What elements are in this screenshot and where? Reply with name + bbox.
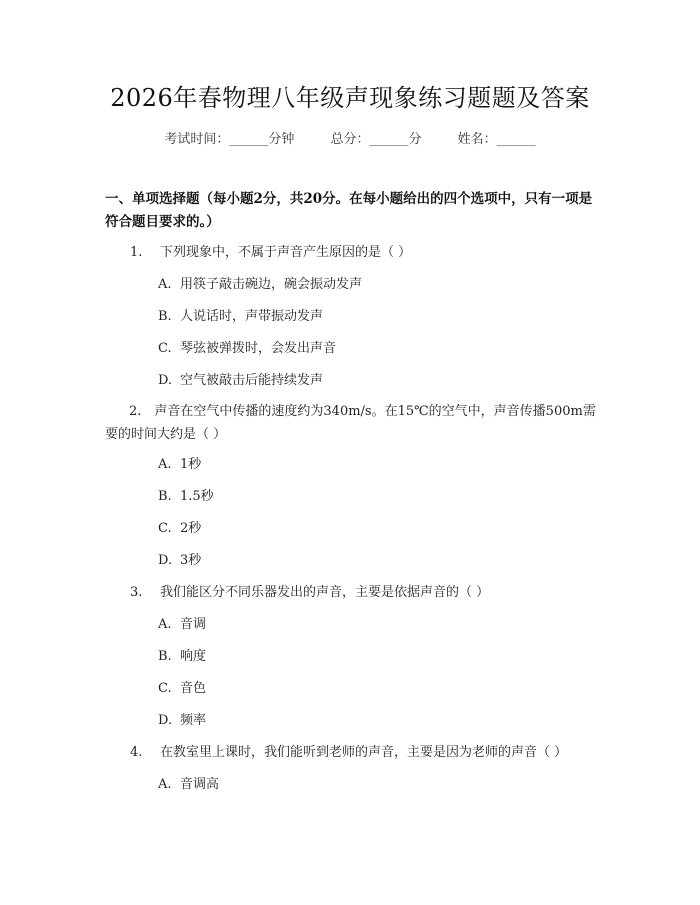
section-heading: 一、单项选择题（每小题2分，共20分。在每小题给出的四个选项中，只有一项是符合题目要求的。）	[105, 191, 593, 230]
option-text: 1.5秒	[180, 489, 214, 504]
question-number: 1.	[130, 245, 143, 260]
option-text: 3秒	[180, 553, 202, 568]
option-letter: D.	[158, 713, 173, 728]
option-2b	[158, 487, 214, 507]
option-letter: A.	[158, 617, 172, 632]
option-letter: D.	[158, 553, 173, 568]
option-3d	[158, 711, 206, 731]
option-text: 空气被敲击后能持续发声	[180, 373, 324, 388]
option-text: 琴弦被弹拨时，会发出声音	[180, 341, 337, 356]
option-text: 频率	[180, 713, 207, 728]
option-1c	[158, 339, 336, 359]
option-1d	[158, 371, 323, 391]
option-4a	[158, 775, 219, 795]
question-3	[130, 583, 489, 603]
question-text: 我们能区分不同乐器发出的声音，主要是依据声音的（ ）	[160, 585, 490, 600]
option-text: 音色	[180, 681, 207, 696]
question-number: 3.	[130, 585, 143, 600]
option-text: 2秒	[180, 521, 202, 536]
exam-time: 考试时间：______分钟	[164, 132, 295, 147]
option-2c	[158, 519, 201, 539]
option-text: 1秒	[180, 457, 202, 472]
option-2a	[158, 455, 201, 475]
option-letter: A.	[158, 457, 172, 472]
option-text: 音调高	[180, 777, 220, 792]
option-letter: B.	[158, 489, 172, 504]
option-letter: C.	[158, 681, 172, 696]
option-text: 响度	[180, 649, 207, 664]
option-letter: C.	[158, 521, 172, 536]
question-number: 4.	[130, 745, 143, 760]
option-letter: B.	[158, 309, 172, 324]
option-text: 用筷子敲击碗边，碗会振动发声	[180, 277, 363, 292]
option-1a	[158, 275, 362, 295]
total-score: 总分：______分	[330, 132, 422, 147]
option-1b	[158, 307, 323, 327]
question-4	[130, 743, 567, 763]
option-letter: A.	[158, 777, 172, 792]
question-2	[105, 400, 600, 446]
question-1	[130, 243, 411, 263]
exam-meta	[0, 130, 700, 150]
option-text: 音调	[180, 617, 207, 632]
option-3b	[158, 647, 206, 667]
option-letter: C.	[158, 341, 172, 356]
question-text: 在教室里上课时，我们能听到老师的声音，主要是因为老师的声音（ ）	[160, 745, 568, 760]
question-text: 2. 声音在空气中传播的速度约为340m/s。在15℃的空气中，声音传播500m需要的时间大约是（ ）	[105, 404, 596, 442]
option-2d	[158, 551, 201, 571]
student-name: 姓名：______	[457, 132, 536, 147]
option-letter: A.	[158, 277, 172, 292]
option-letter: D.	[158, 373, 173, 388]
question-text: 下列现象中，不属于声音产生原因的是（ ）	[160, 245, 412, 260]
document-title: 2026年春物理八年级声现象练习题题及答案	[110, 84, 590, 112]
option-3a	[158, 615, 206, 635]
option-3c	[158, 679, 206, 699]
option-letter: B.	[158, 649, 172, 664]
option-text: 人说话时，声带振动发声	[180, 309, 324, 324]
